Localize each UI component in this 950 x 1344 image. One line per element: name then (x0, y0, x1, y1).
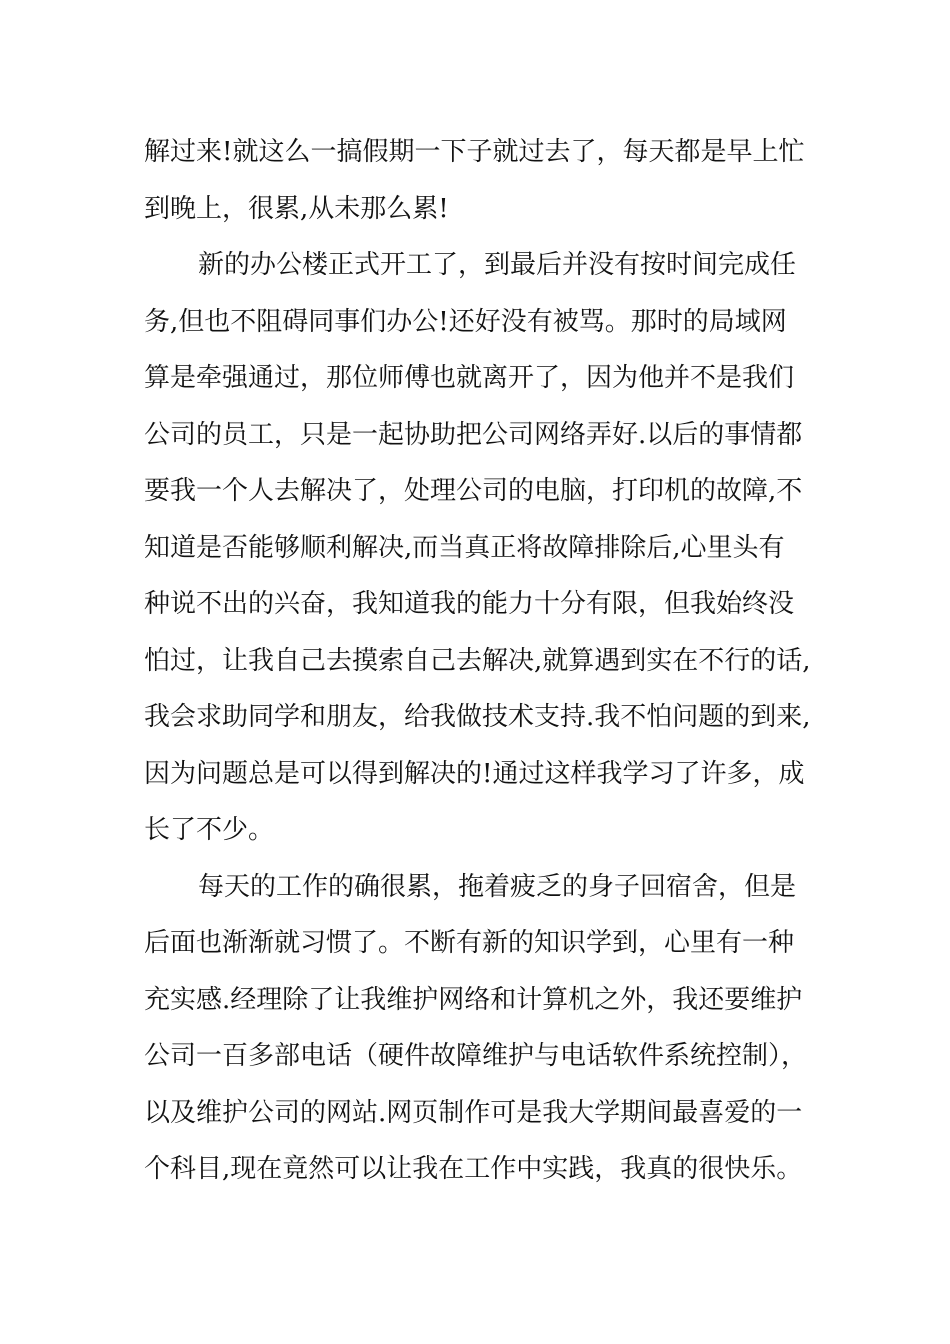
text-line: 以及维护公司的网站.网页制作可是我大学期间最喜爱的一 (144, 1097, 803, 1128)
text-line: 个科目,现在竟然可以让我在工作中实践，我真的很快乐。 (144, 1154, 803, 1184)
text-line: 解过来!就这么一搞假期一下子就过去了，每天都是早上忙 (144, 137, 805, 167)
text-line: 知道是否能够顺利解决,而当真正将故障排除后,心里头有 (144, 532, 785, 563)
text-line: 种说不出的兴奋，我知道我的能力十分有限，但我始终没 (144, 589, 795, 619)
paragraph-first-line: 新的办公楼正式开工了，到最后并没有按时间完成任 (198, 250, 797, 280)
text-line: 怕过，让我自己去摸索自己去解决,就算遇到实在不行的话, (144, 645, 811, 676)
body-text (144, 124, 824, 1198)
paragraph-first-line: 每天的工作的确很累，拖着疲乏的身子回宿舍，但是 (198, 871, 797, 902)
text-line: 充实感.经理除了让我维护网络和计算机之外，我还要维护 (144, 984, 803, 1015)
text-line: 务,但也不阻碍同事们办公!还好没有被骂。那时的局域网 (144, 306, 787, 337)
text-line: 到晚上，很累,从未那么累! (144, 193, 449, 224)
text-line: 公司一百多部电话（硬件故障维护与电话软件系统控制）， (144, 1041, 808, 1071)
text-line: 我会求助同学和朋友，给我做技术支持.我不怕问题的到来, (144, 702, 811, 732)
text-line: 后面也渐渐就习惯了。不断有新的知识学到，心里有一种 (144, 928, 795, 958)
text-line: 长了不少。 (144, 815, 275, 845)
text-line: 因为问题总是可以得到解决的!通过这样我学习了许多，成 (144, 758, 805, 789)
text-line: 公司的员工，只是一起协助把公司网络弄好.以后的事情都 (144, 419, 803, 450)
text-line: 要我一个人去解决了，处理公司的电脑，打印机的故障,不 (144, 476, 803, 506)
text-line: 算是牵强通过，那位师傅也就离开了，因为他并不是我们 (144, 363, 795, 393)
